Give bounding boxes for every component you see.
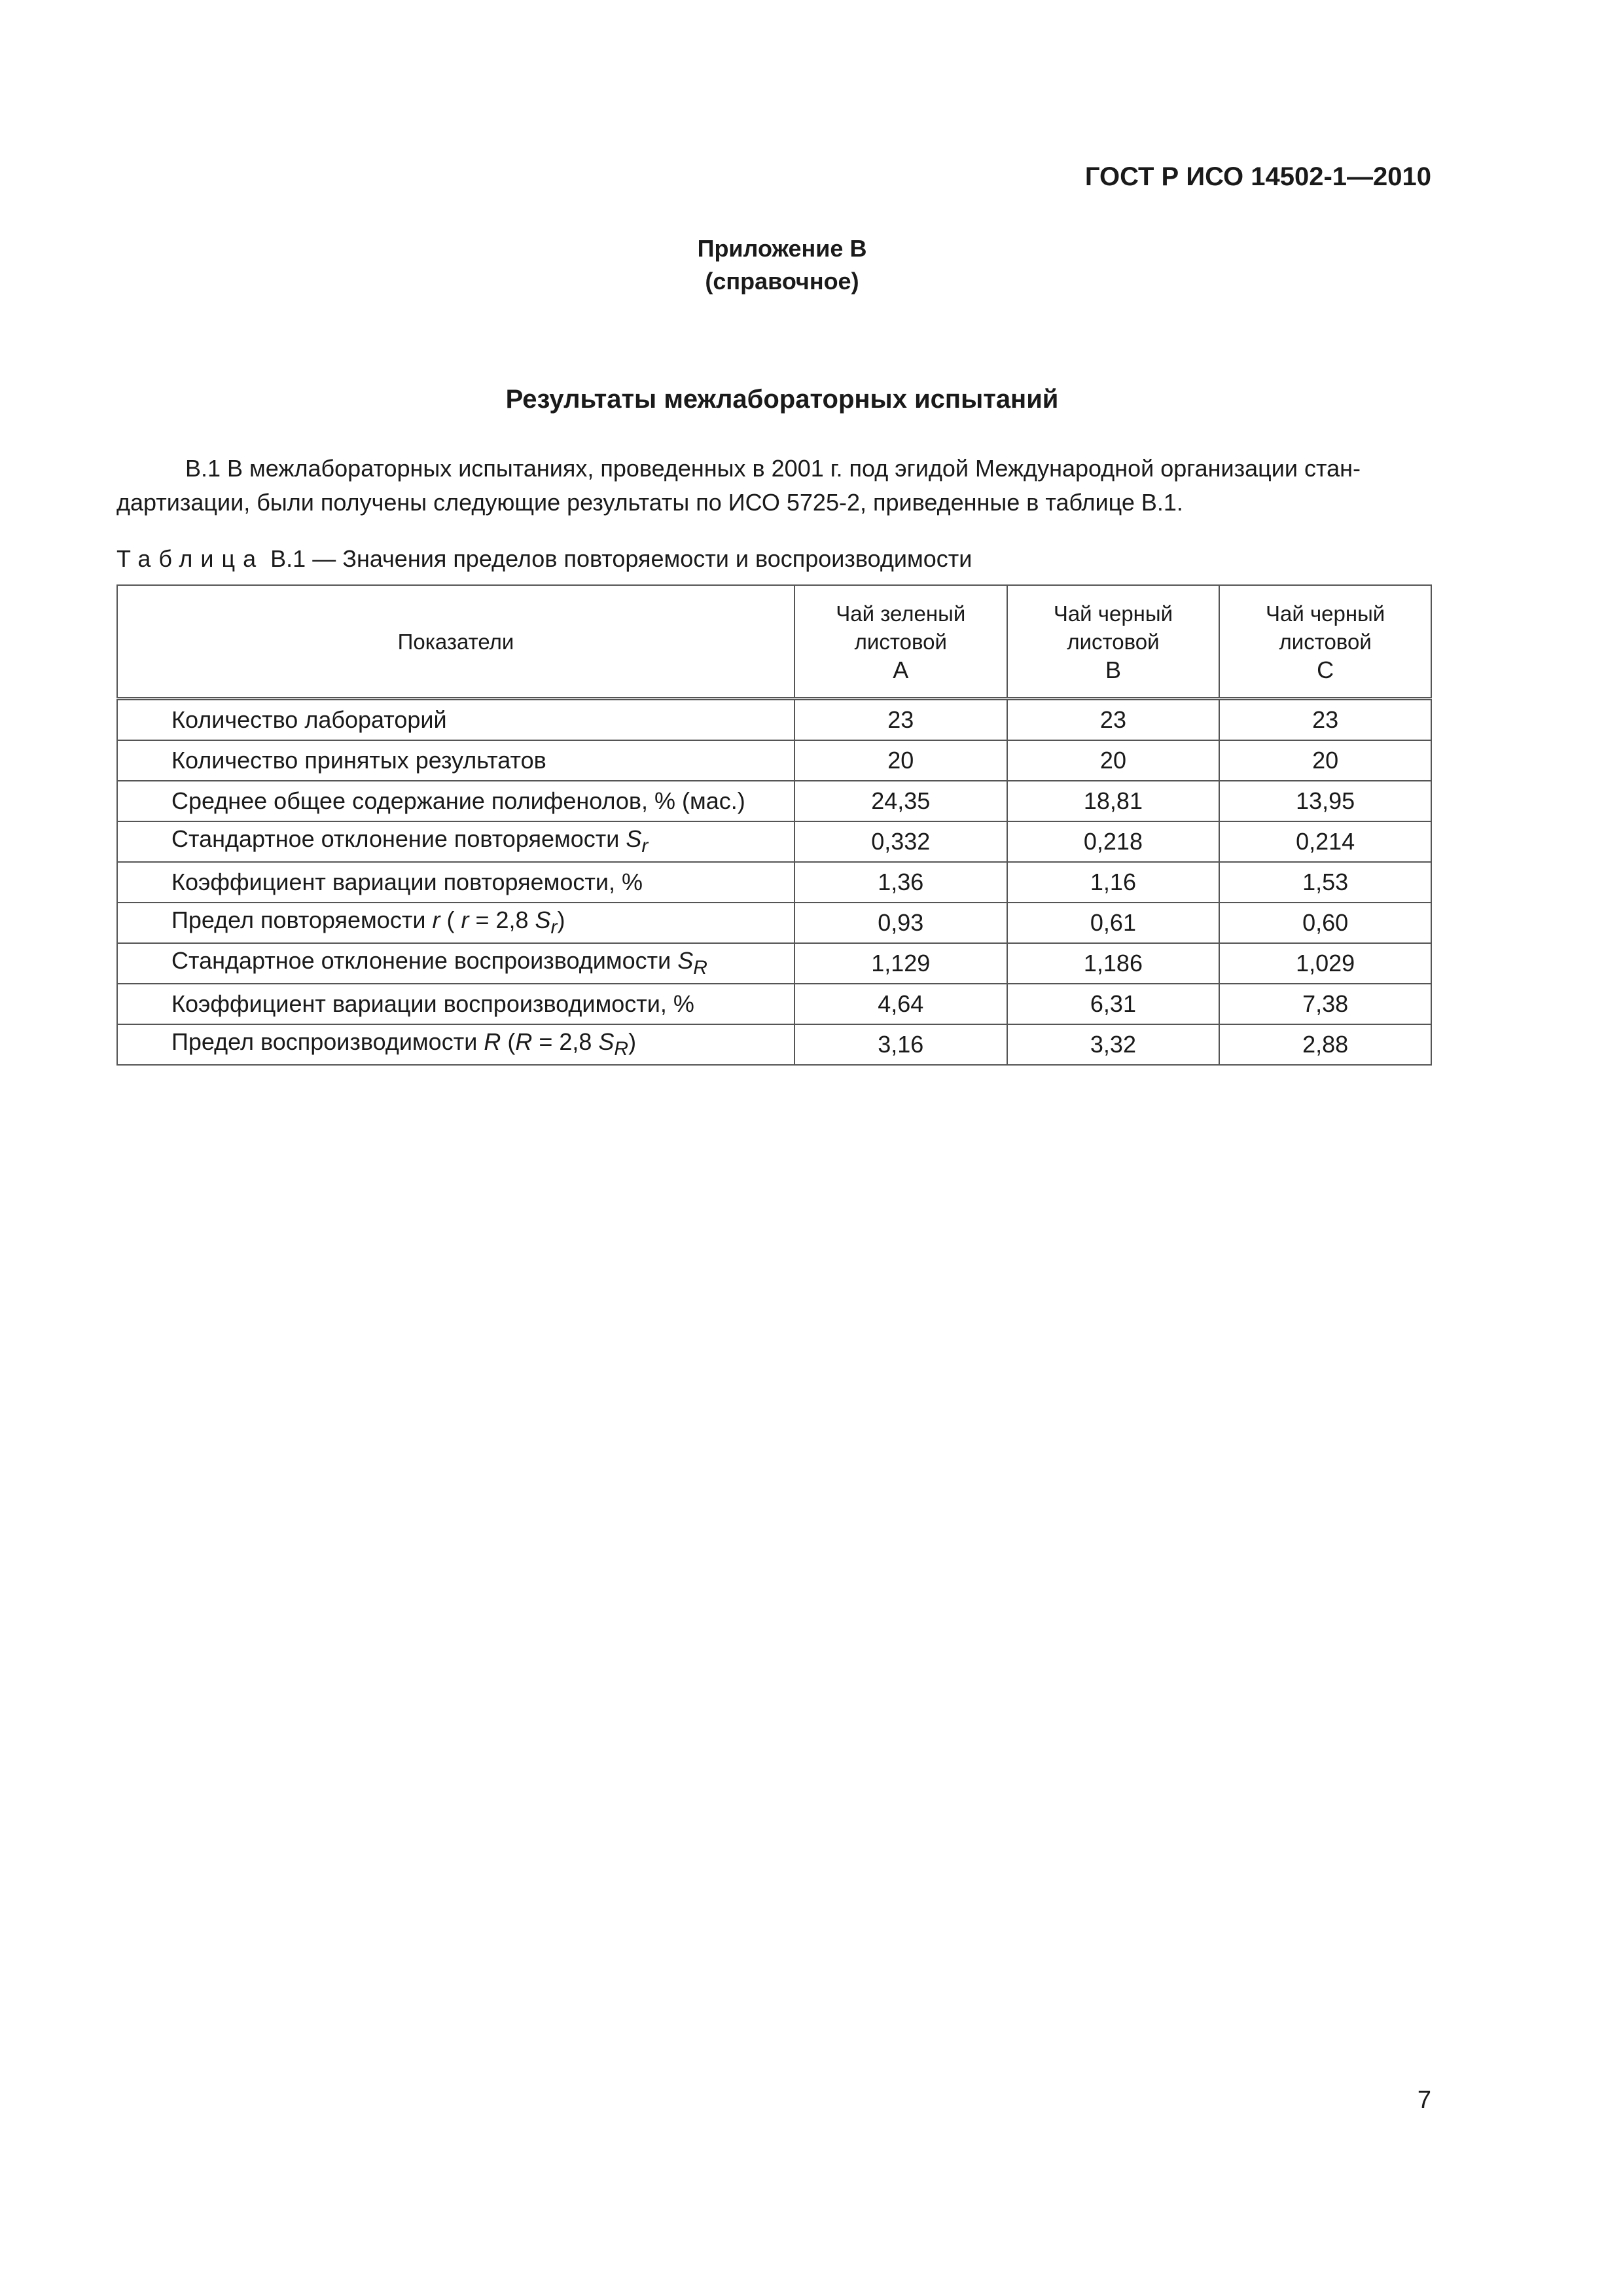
paragraph-b1 [116, 452, 1432, 520]
cell-b: 6,31 [1007, 984, 1220, 1024]
cell-c: 20 [1219, 740, 1431, 781]
cell-c: 13,95 [1219, 781, 1431, 821]
cell-c: 1,029 [1219, 943, 1431, 984]
section-title: Результаты межлабораторных испытаний [505, 385, 1059, 414]
cell-c: 0,214 [1219, 821, 1431, 862]
table-header-row [117, 585, 1431, 699]
row-label: Стандартное отклонение воспроизводимости $S_R$ [117, 943, 794, 984]
cell-a: 24,35 [794, 781, 1007, 821]
cell-a: 0,93 [794, 903, 1007, 943]
header-col-c: Чай черный листовой C [1219, 585, 1431, 699]
paragraph-line-2: дартизации, были получены следующие результаты по ИСО 5725-2, приведенные в таблице В.1. [116, 489, 1183, 516]
row-label: Количество лабораторий [117, 699, 794, 741]
cell-b: 0,218 [1007, 821, 1220, 862]
cell-a: 23 [794, 699, 1007, 741]
results-table [116, 584, 1432, 1066]
cell-c: 0,60 [1219, 903, 1431, 943]
paragraph-line-1: В.1 В межлабораторных испытаниях, проведенных в 2001 г. под эгидой Международной организации стан- [185, 455, 1361, 482]
appendix-label: Приложение В [697, 235, 867, 262]
cell-b: 20 [1007, 740, 1220, 781]
header-col-a: Чай зеленый листовой A [794, 585, 1007, 699]
cell-c: 2,88 [1219, 1024, 1431, 1065]
cell-c: 7,38 [1219, 984, 1431, 1024]
table-caption-prefix: Таблица [116, 545, 264, 572]
table-row [117, 699, 1431, 741]
cell-a: 3,16 [794, 1024, 1007, 1065]
appendix-title [0, 232, 1564, 298]
table-row [117, 821, 1431, 862]
header-col-b: Чай черный листовой B [1007, 585, 1220, 699]
appendix-type: (справочное) [705, 268, 859, 295]
document-code: ГОСТ Р ИСО 14502-1—2010 [1084, 162, 1431, 191]
cell-a: 4,64 [794, 984, 1007, 1024]
table-row [117, 862, 1431, 903]
cell-c: 23 [1219, 699, 1431, 741]
cell-b: 18,81 [1007, 781, 1220, 821]
row-label: Предел воспроизводимости R (R = 2,8 $S_R$) [117, 1024, 794, 1065]
row-label: Количество принятых результатов [117, 740, 794, 781]
row-label: Стандартное отклонение повторяемости $S_r$ [117, 821, 794, 862]
table-caption [116, 545, 972, 573]
cell-a: 20 [794, 740, 1007, 781]
cell-b: 1,16 [1007, 862, 1220, 903]
row-label: Предел повторяемости r ( r = 2,8 $S_r$) [117, 903, 794, 943]
table-row [117, 1024, 1431, 1065]
cell-a: 1,129 [794, 943, 1007, 984]
table-row [117, 903, 1431, 943]
cell-a: 0,332 [794, 821, 1007, 862]
cell-b: 3,32 [1007, 1024, 1220, 1065]
table-row [117, 781, 1431, 821]
table-caption-text: В.1 — Значения пределов повторяемости и воспроизводимости [264, 545, 972, 572]
header-label: Показатели [117, 585, 794, 699]
table-row [117, 740, 1431, 781]
cell-b: 0,61 [1007, 903, 1220, 943]
cell-b: 23 [1007, 699, 1220, 741]
cell-c: 1,53 [1219, 862, 1431, 903]
table-row [117, 943, 1431, 984]
row-label: Коэффициент вариации повторяемости, % [117, 862, 794, 903]
row-label: Коэффициент вариации воспроизводимости, % [117, 984, 794, 1024]
table-row [117, 984, 1431, 1024]
row-label: Среднее общее содержание полифенолов, % (мас.) [117, 781, 794, 821]
cell-b: 1,186 [1007, 943, 1220, 984]
cell-a: 1,36 [794, 862, 1007, 903]
page-number: 7 [1417, 2087, 1431, 2114]
